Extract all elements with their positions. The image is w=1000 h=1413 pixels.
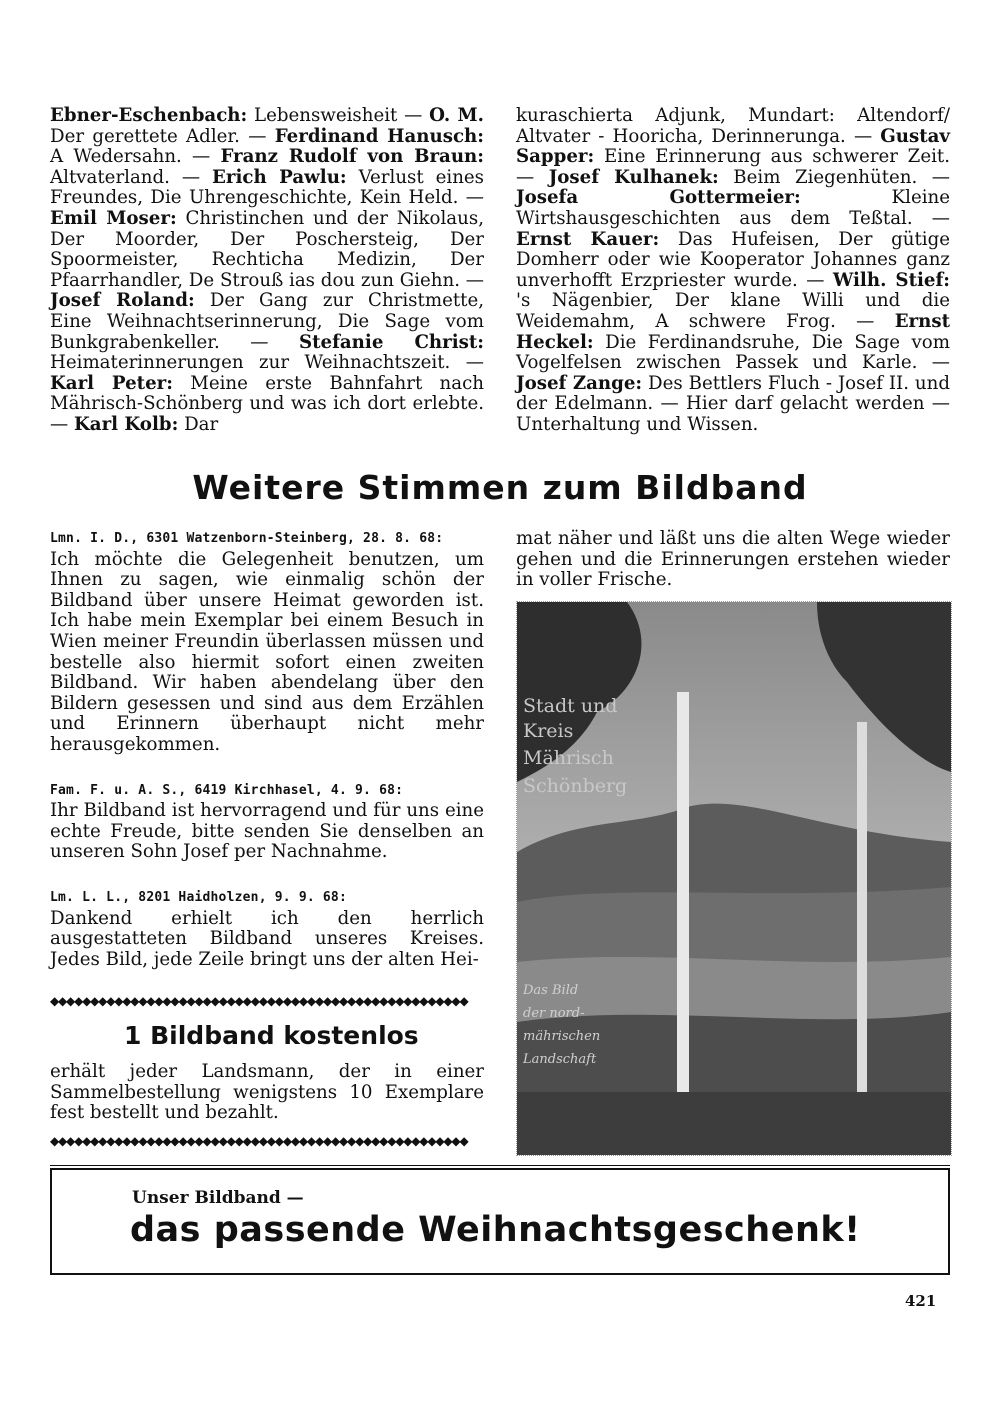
author-name: Karl Peter: xyxy=(50,372,173,394)
promo-title: 1 Bildband kostenlos xyxy=(124,1021,419,1050)
diamond-divider-bottom: ◆◆◆◆◆◆◆◆◆◆◆◆◆◆◆◆◆◆◆◆◆◆◆◆◆◆◆◆◆◆◆◆◆◆◆◆◆◆◆◆◆◆◆◆◆◆◆◆◆◆◆◆ xyxy=(50,1134,468,1148)
author-name: Josef Roland: xyxy=(50,290,195,312)
letter-sender: Lmn. I. D., 6301 Watzenborn-Steinberg, 28. 8. 68: xyxy=(50,531,444,546)
letter-continuation xyxy=(516,529,950,591)
advert-kicker: Unser Bildband — xyxy=(132,1188,304,1208)
letter-sender: Fam. F. u. A. S., 6419 Kirchhasel, 4. 9. 68: xyxy=(50,782,404,798)
work-titles: Beim Ziegenhüten. — xyxy=(718,166,950,188)
work-titles: Des Bettlers Fluch - Josef II. und der Edelmann. — Hier darf gelacht werden — Unterhaltung und Wissen. xyxy=(516,372,950,435)
work-titles: Der Gang zur Christmette, Eine Weihnachtserinnerung, Die Sage vom Bunkgrabenkeller. — xyxy=(50,290,484,353)
letter-text: Ihr Bildband ist hervorragend und für uns eine echte Freude, bitte senden Sie denselben an unseren Sohn Josef per Nachnahme. xyxy=(50,800,484,863)
cover-subtitle-line: mährischen xyxy=(523,1029,601,1044)
author-name: Stefanie Christ: xyxy=(298,331,484,353)
work-titles: Die Ferdinandsruhe, Die Sage vom Vogelfelsen zwischen Passek und Karle. — xyxy=(516,331,950,374)
author-name: Josef Zange: xyxy=(516,372,643,394)
letter-text: Dankend erhielt ich den herrlich ausgestatteten Bildband unseres Kreises. Jedes Bild, jede Zeile bringt uns der alten Hei- xyxy=(50,907,484,970)
author-name: Ferdinand Hanusch: xyxy=(274,125,484,147)
advert-box xyxy=(50,1168,950,1275)
author-name: Ebner-Eschenbach: xyxy=(50,105,248,126)
letter-1 xyxy=(50,529,484,756)
cover-title-line: Schönberg xyxy=(523,775,628,797)
letter-continuation-text: mat näher und läßt uns die alten Wege wieder gehen und die Erinnerungen erstehen wieder in voller Frische. xyxy=(516,528,950,591)
work-titles: Der gerettete Adler. — xyxy=(50,125,275,147)
cover-subtitle-line: Landschaft xyxy=(523,1052,597,1067)
author-name: Emil Moser: xyxy=(50,207,177,229)
contents-list-right xyxy=(516,106,950,436)
work-titles: 's Nägenbier, Der klane Willi und die Weidemahm, A schwere Frog. — xyxy=(516,290,950,332)
work-titles: Christinchen und der Nikolaus, Der Moorder, Der Poschersteig, Der Spoormeister, Rechticha Medizin, Der Pfaarrhandler, De Strouß ias dou zun Giehn. — xyxy=(50,207,484,291)
author-name: Ernst Heckel: xyxy=(516,310,950,353)
author-name: Karl Kolb: xyxy=(73,413,179,435)
letter-sender: Lm. L. L., 8201 Haidholzen, 9. 9. 68: xyxy=(50,889,347,905)
cover-title-line: Mährisch xyxy=(523,747,614,769)
page-number: 421 xyxy=(905,1292,937,1310)
work-titles: Eine Erinnerung aus schwerer Zeit. — xyxy=(516,146,950,188)
work-titles: Altvaterland. — xyxy=(50,166,213,188)
top-left-column xyxy=(50,106,484,436)
author-name: Erich Pawlu: xyxy=(212,166,347,188)
work-titles: Heimaterinnerungen zur Weihnachtszeit. — xyxy=(50,352,484,374)
book-cover-image xyxy=(516,601,952,1156)
contents-list-left xyxy=(50,106,484,436)
cover-subtitle-line: Das Bild xyxy=(523,983,579,998)
author-name: Ernst Kauer: xyxy=(516,228,660,250)
top-right-column xyxy=(516,106,950,436)
letters-column xyxy=(50,529,484,970)
work-titles: Dar xyxy=(178,413,219,435)
work-titles: kuraschierta Adjunk, Mundart: Altendorf/ Altvater - Hooricha, Derinnerunga. — xyxy=(516,105,950,147)
author-name: Franz Rudolf von Braun: xyxy=(220,146,484,168)
work-titles: Verlust eines Freundes, Die Uhrengeschichte, Kein Held. — xyxy=(50,166,484,209)
cover-title-line: Kreis xyxy=(523,720,574,742)
author-name: Josef Kulhanek: xyxy=(548,166,719,188)
work-titles: Das Hufeisen, Der gütige Domherr oder wie Kooperator Johannes ganz unverhofft Erzpriester wurde. — xyxy=(516,228,950,291)
work-titles: Meine erste Bahnfahrt nach Mährisch-Schönberg und was ich dort erlebte. — xyxy=(50,372,484,435)
section-headline: Weitere Stimmen zum Bildband xyxy=(192,468,808,507)
advert-slogan: das passende Weihnachtsgeschenk! xyxy=(130,1210,861,1250)
author-name: Josefa Gottermeier: xyxy=(516,187,801,209)
promo-text: erhält jeder Landsmann, der in einer Sammelbestellung wenigstens 10 Exemplare fest bestellt und bezahlt. xyxy=(50,1061,484,1124)
cover-subtitle-line: der nord- xyxy=(523,1006,585,1021)
letter-3 xyxy=(50,888,484,970)
promo-text-block xyxy=(50,1062,484,1124)
advert-box-rule xyxy=(50,1165,950,1166)
work-titles: Lebensweisheit — xyxy=(247,105,430,126)
letter-text: Ich möchte die Gelegenheit benutzen, um Ihnen zu sagen, wie einmalig schön der Bildband über unsere Heimat geworden ist. Ich habe mein Exemplar bei einem Besuch in Wien meiner Freundin überlassen müssen und bestelle also hiermit sofort einen zweiten Bildband. Wir haben abendelang über den Bildern gesessen und sind aus dem Erzählen und Erinnern überhaupt nicht mehr herausgekommen. xyxy=(50,548,484,755)
cover-title-line: Stadt und xyxy=(523,695,618,717)
author-name: Wilh. Stief: xyxy=(832,269,950,291)
author-name: Gustav Sapper: xyxy=(516,125,950,168)
diamond-divider-top: ◆◆◆◆◆◆◆◆◆◆◆◆◆◆◆◆◆◆◆◆◆◆◆◆◆◆◆◆◆◆◆◆◆◆◆◆◆◆◆◆◆◆◆◆◆◆◆◆◆◆◆◆ xyxy=(50,994,468,1008)
work-titles: Kleine Wirtshausgeschichten aus dem Teßtal. — xyxy=(516,187,951,229)
author-name: O. M. xyxy=(429,105,484,126)
work-titles: A Wedersahn. — xyxy=(50,146,221,168)
letter-2 xyxy=(50,781,484,863)
